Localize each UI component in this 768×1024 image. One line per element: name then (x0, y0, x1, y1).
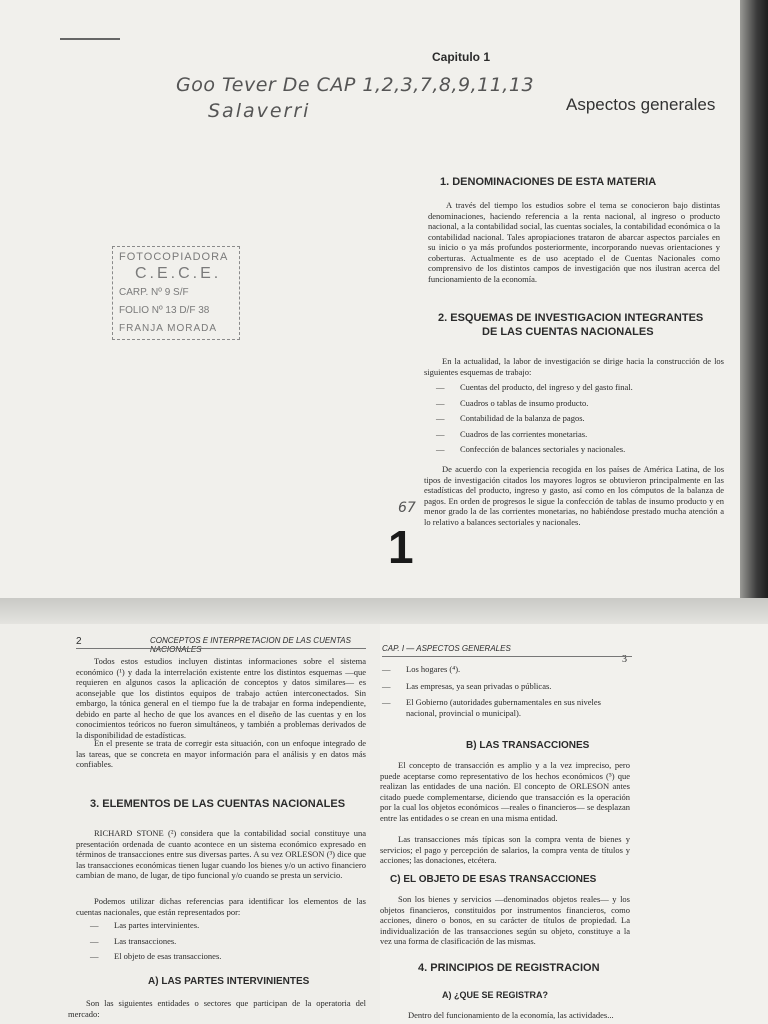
list-item: — El Gobierno (autoridades gubernamentales en sus niveles nacional, provincial o municipal). (382, 697, 601, 718)
scan-shadow (740, 0, 768, 598)
handwritten-name: Salaverri (208, 100, 311, 122)
stamp-line-1: FOTOCOPIADORA (119, 251, 229, 263)
list-item: — Las transacciones. (90, 935, 177, 946)
left-para-3: RICHARD STONE (²) considera que la contabilidad social constituye una presentación ordenada de cuanto acontece en un sistema económico expresado en términos de transacciones entre sus diversas partes. A su vez ORLESON (³) dice que las transacciones económicas tienen lugar cuando los bienes y/o un activo financiero cambian de mano, de lugar, de tipo funcional y/o cuando se presta un servicio. (76, 828, 366, 880)
chapter-title: Aspectos generales (566, 95, 716, 114)
section2-text: De acuerdo con la experiencia recogida en los países de América Latina, de los tipos de investigación citados los mayores logros se obtuvieron principalmente en las estadísticas del producto, ingreso y gasto, así como en los cómputos de la balanza de pagos. En orden de progresos le sigue la confección de tablas de insumo producto y en menor grado la de las corrientes monetarias, no habiéndose prestado mucha atención a lo relativo a balances sectoriales y nacionales. (424, 464, 724, 527)
left-head-rule (76, 648, 366, 649)
left-running-head: CONCEPTOS E INTERPRETACION DE LAS CUENTAS NACIONALES (150, 636, 351, 654)
left-para-4: Podemos utilizar dichas referencias para identificar los elementos de las cuentas nacionales, que están representados por: (76, 896, 366, 917)
right-head-rule (382, 656, 632, 657)
stamp-line-2: C.E.C.E. (135, 265, 222, 282)
left-para-5: Son las siguientes entidades o sectores que participan de la operatoria del mercado: (68, 998, 366, 1019)
section1-text: A través del tiempo los estudios sobre el tema se conocieron bajo distintas denominaciones, haciendo referencia a la renta nacional, al ingreso o producto nacional, a la contabilidad social, las cuentas sociales, la contabilidad económica o la contabilidad nacional. Tales apropiaciones trataron de abarcar aspectos parciales en su inicio o ya más profundos posteriormente, incorporando nuevas orientaciones y coberturas. Actualmente es de uso aceptado el de Cuentas Nacionales como comprensivo de los distintos campos de investigación que nos ilustran acerca del funcionamiento de la economía. (428, 200, 720, 284)
right-running-head: CAP. I — ASPECTOS GENERALES (382, 644, 511, 653)
right-para-2: Las transacciones más típicas son la compra venta de bienes y servicios; el pago y percepción de salarios, la compra venta de títulos y acciones; las donaciones, etcétera. (380, 834, 630, 865)
right-para-4: Dentro del funcionamiento de la economía, las actividades... (408, 1010, 614, 1020)
left-para-2: En el presente se trata de corregir esta situación, con un enfoque integrado de las tareas, que se concreta en mayor información para el análisis y en datos más confiables. (76, 738, 366, 769)
stamp-line-4: FOLIO Nº 13 D/F 38 (119, 305, 210, 316)
section4-heading: 4. PRINCIPIOS DE REGISTRACION (418, 962, 600, 974)
page-gap (0, 598, 768, 624)
list-item: — Los hogares (⁴). (382, 664, 461, 674)
list-item: — Cuentas del producto, del ingreso y del gasto final. (436, 382, 633, 392)
section2-intro: En la actualidad, la labor de investigación se dirige hacia la construcción de los siguientes esquemas de trabajo: (424, 356, 724, 377)
section1-heading: 1. DENOMINACIONES DE ESTA MATERIA (440, 176, 657, 188)
section3-heading: 3. ELEMENTOS DE LAS CUENTAS NACIONALES (90, 798, 346, 810)
stamp-line-3: CARP. Nº 9 S/F (119, 287, 189, 298)
list-item: — Contabilidad de la balanza de pagos. (436, 413, 585, 423)
left-para-1: Todos estos estudios incluyen distintas informaciones sobre el sistema económico (¹) y dada la interrelación existente entre los distintos esquemas —que requieren en algunos casos la aplicación de conceptos y datos similares— es aconsejable que los distintos equipos de trabajo actúen interconectados. Sin embargo, la tónica general en el tiempo fue la de trabajar en forma independiente, debido en parte al hecho de que los avances en el diseño de las cuentas y en los conocimientos teóricos no fueron simultáneos, y también a problemas derivados de la disponibilidad de estadísticas. (76, 656, 366, 740)
right-para-1: El concepto de transacción es amplio y a la vez impreciso, pero puede aceptarse como representativo de los hechos económicos (⁵) que realizan las entidades de una nación. El concepto de ORLESON antes citado puede complementarse, diciendo que transacción es la operación por la cual los objetos económicos —reales o financieros— se desplazan entre las entidades o se crean en una misma entidad. (380, 760, 630, 823)
subheading-b: B) LAS TRANSACCIONES (466, 740, 590, 751)
list-item: — Cuadros de las corrientes monetarias. (436, 428, 588, 439)
list-item: — Cuadros o tablas de insumo producto. (436, 397, 589, 408)
right-page-number: 3 (622, 654, 627, 665)
list-item: — Confección de balances sectoriales y nacionales. (436, 444, 626, 454)
left-page-number: 2 (76, 636, 82, 647)
subheading-a: A) LAS PARTES INTERVINIENTES (148, 976, 310, 987)
right-para-3: Son los bienes y servicios —denominados objetos reales— y los objetos financieros, constituidos por instrumentos financieros, como acciones, dinero o bonos, en su carácter de títulos de propiedad. La individualización de las transacciones según su objeto, constituye a la vez una forma de clasificación de las mismas. (380, 894, 630, 946)
section2-heading-1: 2. ESQUEMAS DE INVESTIGACION INTEGRANTES (438, 312, 704, 324)
right-list (382, 664, 632, 718)
pen-mark (60, 38, 120, 40)
handwritten-note: Goo Tever De CAP 1,2,3,7,8,9,11,13 (176, 74, 535, 96)
list-item: — Las partes intervinientes. (90, 920, 200, 930)
stamp-line-5: FRANJA MORADA (119, 323, 218, 334)
section2-list (436, 382, 716, 455)
page-mark: 1 (388, 521, 414, 573)
right-page (380, 624, 768, 1024)
photocopy-stamp (112, 246, 240, 340)
left-list (90, 920, 350, 962)
section2-heading-2: DE LAS CUENTAS NACIONALES (482, 326, 654, 338)
list-item: — El objeto de esas transacciones. (90, 951, 222, 961)
list-item: — Las empresas, ya sean privadas o públicas. (382, 680, 552, 691)
chapter-label: Capitulo 1 (432, 50, 491, 64)
subheading-que-se-registra: A) ¿QUE SE REGISTRA? (442, 990, 549, 1000)
left-page (0, 624, 380, 1024)
margin-note: 67 (398, 500, 416, 516)
subheading-c: C) EL OBJETO DE ESAS TRANSACCIONES (390, 874, 597, 885)
